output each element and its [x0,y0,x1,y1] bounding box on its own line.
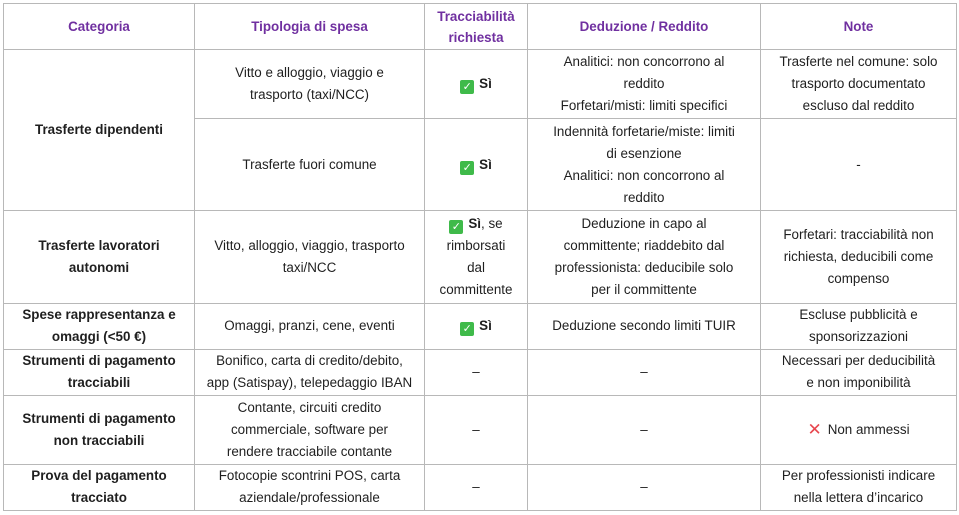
text-line: Vitto, alloggio, viaggio, trasporto [214,237,405,253]
cell-categoria [4,395,195,464]
cell-deduzione: – [528,349,761,395]
text-line: Analitici: non concorrono al [563,167,725,183]
text-line: Deduzione in capo al [581,215,707,231]
cell-note [761,211,957,303]
text-line: e non imponibilità [806,375,911,391]
text-line: sponsorizzazioni [809,329,908,345]
text-line: Escluse pubblicità e [799,307,918,323]
text-line [431,213,521,235]
text-line: Contante, circuiti credito [237,399,382,415]
cell-tracciabilita [425,119,528,211]
cell-tracciabilita [425,303,528,349]
text-line: app (Satispay), telepedaggio IBAN [206,375,413,391]
text-line: - [856,156,861,172]
cell-tipologia [195,50,425,119]
text-line: Forfetari: tracciabilità non [783,226,934,242]
cell-deduzione: – [528,395,761,464]
text-line: Omaggi, pranzi, cene, eventi [224,318,395,334]
cell-tipologia [195,395,425,464]
text-line: Spese rappresentanza e [22,307,176,323]
text-line: Analitici: non concorrono al [563,54,725,70]
tracciabilita-value: Sì [479,156,492,172]
cell-note [761,395,957,464]
cell-tracciabilita [425,50,528,119]
cell-note [761,349,957,395]
text-line: Necessari per deducibilità [781,353,936,369]
header-tracciabilita-line: Tracciabilità [437,8,515,24]
text-line: per il committente [591,281,697,297]
text-line: Strumenti di pagamento [22,353,176,369]
cell-note [761,50,957,119]
text-line: Per professionisti indicare [781,468,936,484]
check-mark-icon: ✓ [449,220,463,234]
cell-categoria [4,211,195,303]
cell-tipologia [195,119,425,211]
text-line: Fotocopie scontrini POS, carta [218,468,401,484]
text-line: dal [467,259,485,275]
cell-tipologia [195,349,425,395]
text-line: autonomi [68,259,130,275]
text-line: richiesta, deducibili come [783,248,934,264]
header-categoria: Categoria [4,4,195,50]
text-line: tracciabili [67,375,131,391]
check-mark-icon: ✓ [460,80,474,94]
text-line: trasporto documentato [791,76,926,92]
cell-tracciabilita: – [425,395,528,464]
text-line: Forfetari/misti: limiti specifici [560,98,728,114]
table-row [4,349,957,395]
header-tipologia: Tipologia di spesa [195,4,425,50]
table-row [4,464,957,510]
cell-note [761,119,957,211]
text-line: Deduzione secondo limiti TUIR [552,318,736,334]
table-row [4,395,957,464]
text-line: committente; riaddebito dal [563,237,725,253]
tracciabilita-value: Sì [479,318,492,334]
text-line: Trasferte nel comune: solo [779,54,938,70]
header-tracciabilita-line: richiesta [448,29,504,45]
note-value: Non ammessi [827,421,910,437]
cell-tracciabilita: – [425,464,528,510]
text-line: aziendale/professionale [239,490,380,506]
header-deduzione: Deduzione / Reddito [528,4,761,50]
text-line: Vitto e alloggio, viaggio e [235,65,384,81]
check-mark-icon: ✓ [460,161,474,175]
cell-deduzione [528,119,761,211]
table-row [4,211,957,303]
cell-deduzione [528,211,761,303]
text-line: di esenzione [606,145,682,161]
table-row [4,50,957,119]
text-line: committente [439,281,513,297]
cell-note [761,303,957,349]
cell-deduzione: – [528,464,761,510]
text-line: trasporto (taxi/NCC) [249,87,370,103]
cell-tipologia [195,211,425,303]
text-line: tracciato [71,490,127,506]
text-line: professionista: deducibile solo [554,259,734,275]
text-line: compenso [827,270,890,286]
text-line: Bonifico, carta di credito/debito, [216,353,403,369]
cell-note [761,464,957,510]
cell-deduzione [528,50,761,119]
tracciabilita-suffix: , se [481,215,503,231]
cell-tipologia [195,303,425,349]
text-line: omaggi (<50 €) [51,329,147,345]
text-line: Prova del pagamento [31,468,167,484]
check-mark-icon: ✓ [460,322,474,336]
text-line: escluso dal reddito [802,98,915,114]
text-line: rendere tracciabile contante [226,443,393,459]
tracciabilita-value: Sì [468,215,482,231]
text-line: non tracciabili [53,432,145,448]
table-row [4,303,957,349]
header-row [4,4,957,50]
text-line: reddito [623,189,665,205]
cell-deduzione [528,303,761,349]
text-line: Trasferte lavoratori [38,237,160,253]
cell-categoria [4,349,195,395]
text-line: Indennità forfetarie/miste: limiti [553,123,735,139]
text-line: commerciale, software per [230,421,389,437]
text-line: rimborsati [446,237,506,253]
header-note: Note [761,4,957,50]
cell-tipologia [195,464,425,510]
text-line: reddito [623,76,665,92]
header-tracciabilita [425,4,528,50]
expenses-table [3,3,957,511]
cross-mark-icon: ✕ [807,419,822,440]
cell-tracciabilita [425,211,528,303]
tracciabilita-value: Sì [479,76,492,92]
cell-categoria [4,303,195,349]
text-line: Strumenti di pagamento [22,410,176,426]
cell-categoria: Trasferte dipendenti [4,50,195,211]
text-line: taxi/NCC [282,259,337,275]
text-line: Trasferte fuori comune [242,156,377,172]
text-line: nella lettera d’incarico [793,490,924,506]
cell-categoria [4,464,195,510]
cell-tracciabilita: – [425,349,528,395]
